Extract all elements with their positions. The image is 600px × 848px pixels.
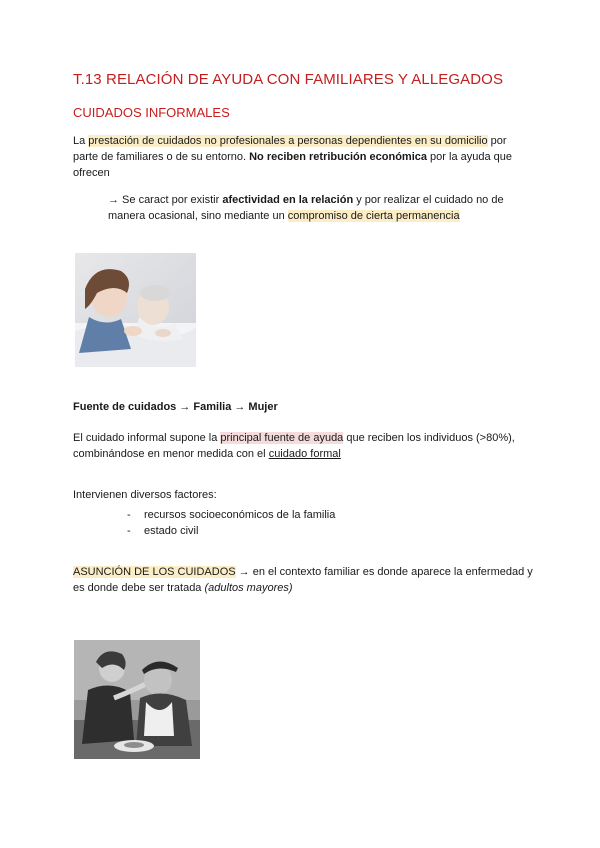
intro-text-start: La (73, 135, 89, 147)
list-item: - estado civil (127, 525, 199, 537)
arrow-note-start: → Se caract por existir (108, 194, 223, 206)
factor-text: recursos socioeconómicos de la familia (144, 509, 336, 521)
intro-text-end: por la ayuda que ofrecen (73, 151, 512, 179)
factors-list (127, 507, 335, 539)
informal-text-start: El cuidado informal supone la (73, 432, 221, 444)
informal-highlight: principal fuente de ayuda (220, 432, 344, 444)
assumption-highlight: ASUNCIÓN DE LOS CUIDADOS (73, 566, 236, 578)
informal-care-paragraph (73, 430, 533, 462)
photo-woman-with-elderly-man-in-bed (75, 253, 196, 367)
photo-woman-feeding-elderly-man-bw (74, 640, 200, 759)
intro-text-middle: por parte de familiares o de su entorno. (73, 135, 507, 163)
section-title: CUIDADOS INFORMALES (73, 105, 230, 120)
intro-bold: No reciben retribución económica (249, 151, 427, 163)
assumption-text: → en el contexto familiar es donde aparece la enfermedad y es donde debe ser tratada (73, 566, 533, 594)
page-title: T.13 RELACIÓN DE AYUDA CON FAMILIARES Y ALLEGADOS (73, 71, 504, 88)
intro-highlight: prestación de cuidados no profesionales a personas dependientes en su domicilio (88, 135, 488, 147)
assumption-paragraph (73, 564, 533, 596)
factors-intro: Intervienen diversos factores: (73, 489, 217, 501)
arrow-note-bold: afectividad en la relación (222, 194, 354, 206)
informal-text-middle: que reciben los individuos (>80%), combinándose en menor medida con el (73, 432, 515, 460)
arrow-note (108, 192, 528, 224)
factor-text: estado civil (144, 525, 199, 537)
intro-paragraph (73, 133, 528, 181)
list-item: - recursos socioeconómicos de la familia (127, 509, 336, 521)
arrow-note-highlight: compromiso de cierta permanencia (287, 210, 460, 222)
formal-care-underlined: cuidado formal (268, 448, 341, 460)
arrow-note-middle: y por realizar el cuidado no de manera ocasional, sino mediante un (108, 194, 504, 222)
assumption-italic: (adultos mayores) (204, 582, 293, 594)
source-heading: Fuente de cuidados → Familia → Mujer (73, 401, 278, 413)
